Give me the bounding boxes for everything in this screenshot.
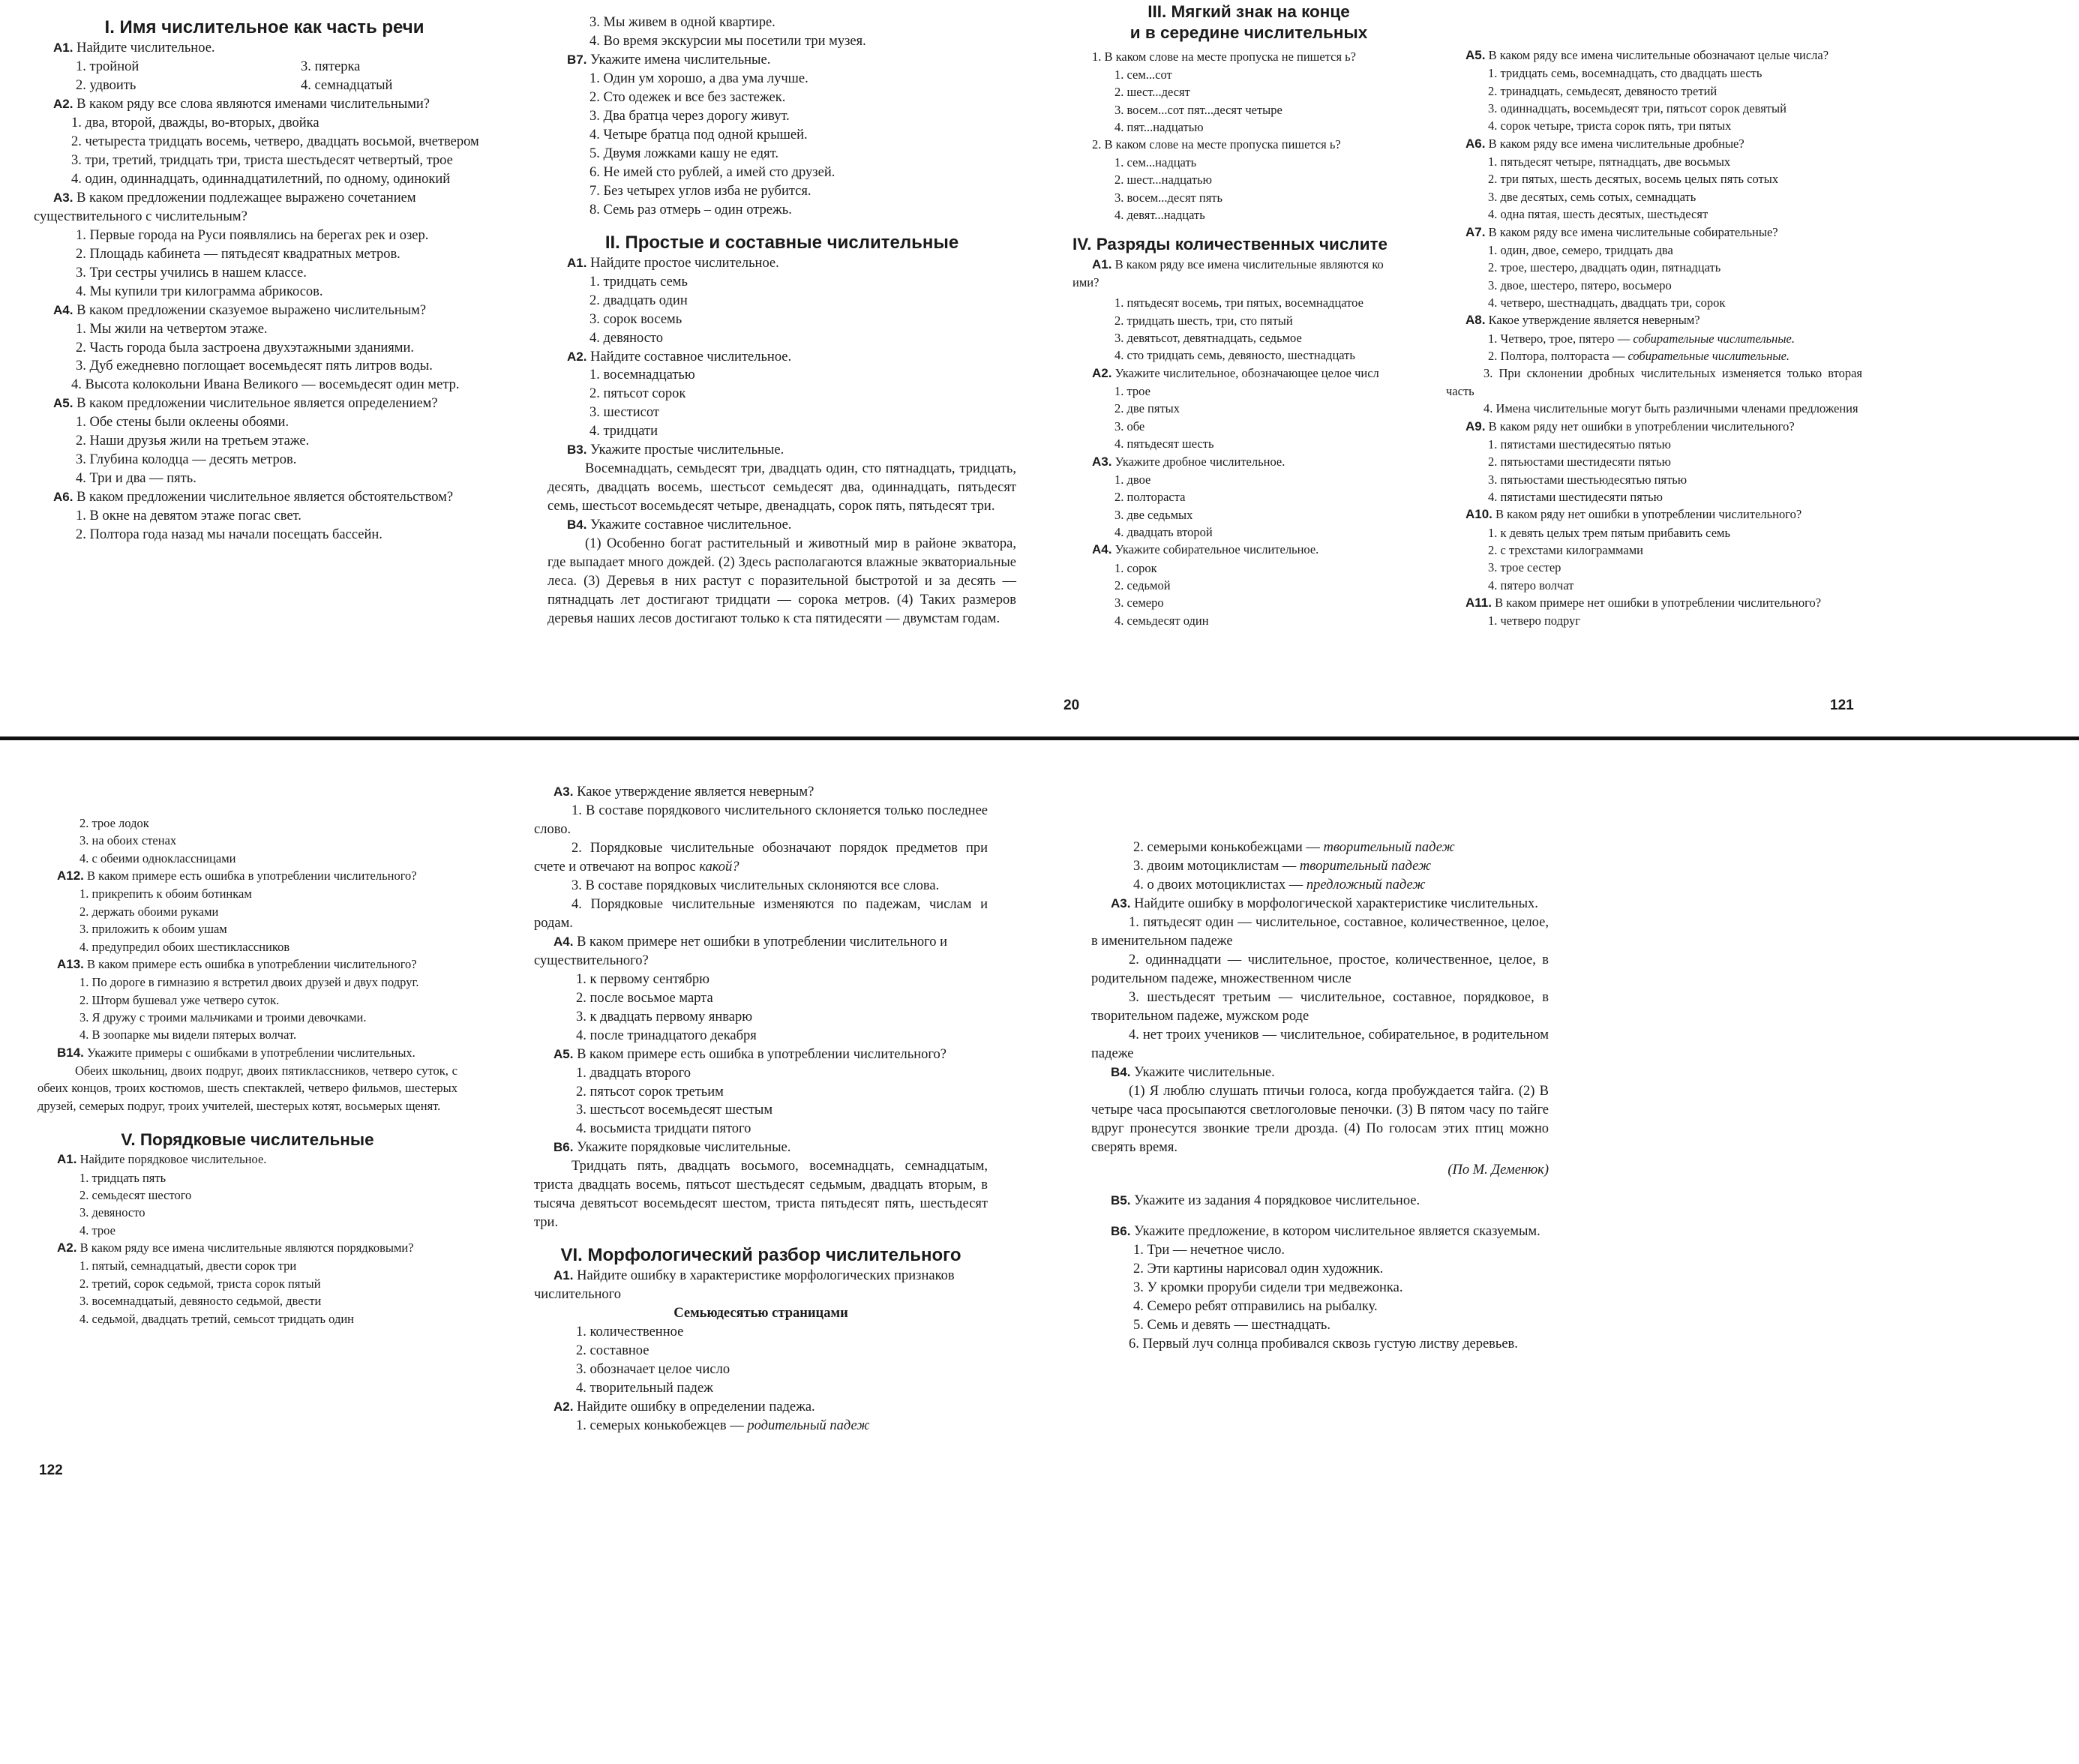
author-credit: (По М. Деменюк) — [1448, 1162, 1549, 1178]
question-b5: В5. Укажите из задания 4 порядковое числительное. — [1111, 1193, 1420, 1209]
question-continuation: ими? — [1072, 274, 1100, 290]
option: 1. сем...сот — [1114, 67, 1172, 82]
option: 2. держать обоими руками — [80, 904, 219, 919]
option: 1. пятистами шестидесятью пятью — [1488, 436, 1671, 452]
option: 6. Не имей сто рублей, а имей сто друзей. — [590, 164, 836, 180]
option: 2. пятьюстами шестидесяти пятью — [1488, 454, 1671, 470]
option: 3. Мы живем в одной квартире. — [590, 15, 776, 30]
option: 4. один, одиннадцать, одиннадцатилетний, по одному, одинокий — [71, 171, 451, 187]
question-1: 1. В каком слове на месте пропуска не пишется ь? — [1092, 50, 1357, 64]
question-a4: А4. Укажите собирательное числительное. — [1092, 542, 1319, 557]
option: 8. Семь раз отмерь – один отрежь. — [590, 202, 792, 218]
option: 3. шестьсот восемьдесят шестым — [576, 1102, 773, 1118]
option: 4. Четыре братца под одной крышей. — [590, 127, 808, 142]
option: 4. сорок четыре, триста сорок пять, три пятых — [1488, 118, 1732, 134]
option: 2. Часть города была застроена двухэтажными зданиями. — [76, 340, 415, 356]
question-a1: А1. В каком ряду все имена числительные являются ко — [1092, 256, 1384, 272]
question-a13: А13. В каком примере есть ошибка в употреблении числительного? — [57, 957, 417, 972]
option: 4. тридцати — [590, 424, 658, 440]
page-number: 121 — [1830, 698, 1854, 713]
option: 3. Глубина колодца — десять метров. — [76, 452, 297, 468]
question-2: 2. В каком слове на месте пропуска пишется ь? — [1092, 137, 1341, 152]
option: 3. обозначает целое число — [576, 1362, 730, 1378]
option: 2. удвоить — [76, 77, 136, 93]
option: 3. приложить к обоим ушам — [80, 922, 227, 937]
question-a1: А1. Найдите ошибку в характеристике морфологических признаков числительного — [534, 1268, 955, 1303]
option: 2. шест...десят — [1114, 85, 1190, 100]
question-a3: А3. Укажите дробное числительное. — [1092, 454, 1286, 469]
column-top-2 — [548, 14, 1016, 628]
option: 2. составное — [576, 1343, 650, 1359]
option: 2. семьдесят шестого — [80, 1187, 192, 1202]
option: 4. творительный падеж — [576, 1381, 713, 1396]
question-a8: А8. Какое утверждение является неверным? — [1466, 313, 1700, 328]
option: 2. Порядковые числительные обозначают порядок предметов при счете и отвечают на вопрос какой? — [534, 840, 988, 874]
question-a11: А11. В каком примере нет ошибки в употреблении числительного? — [1466, 596, 1822, 610]
exercise-text: Тридцать пять, двадцать восьмого, восемнадцать, семнадцатым, триста двадцать восемь, пятьсот шестьдесят седьмым, двадцать вторым, в тысяча девятьсот восемьдесят шестом, триста пятьдесят пять, шестьдесят три. — [534, 1159, 988, 1231]
option: 1. В окне на девятом этаже погас свет. — [76, 508, 302, 524]
option: 4. девят...надцать — [1114, 208, 1205, 223]
option: 4. сто тридцать семь, девяносто, шестнадцать — [1114, 348, 1355, 363]
option: 3. двое, шестеро, пятеро, восьмеро — [1488, 278, 1672, 292]
option: 4. Семеро ребят отправились на рыбалку. — [1133, 1299, 1378, 1315]
option: 5. Семь и девять — шестнадцать. — [1133, 1318, 1330, 1334]
option: 4. пятистами шестидесяти пятью — [1488, 490, 1663, 505]
option: 1. восемнадцатью — [590, 368, 695, 383]
question-a12: А12. В каком примере есть ошибка в употреблении числительного? — [57, 868, 417, 884]
option: 1. сорок — [1114, 560, 1157, 575]
option: 1. пятьдесят четыре, пятнадцать, две восьмых — [1488, 154, 1731, 169]
option: 1. количественное — [576, 1324, 684, 1340]
option: 3. пятерка — [301, 58, 361, 74]
option: 4. двадцать второй — [1114, 525, 1213, 540]
option: 2. Сто одежек и все без застежек. — [590, 89, 786, 105]
question-a5: А5. В каком предложении числительное является определением? — [53, 396, 438, 412]
question-a6: А6. В каком ряду все имена числительные дробные? — [1466, 136, 1744, 151]
question-a3: А3. В каком предложении подлежащее выражено сочетанием существительного с числительным? — [34, 190, 416, 224]
option: 2. четыреста тридцать восемь, четверо, двадцать восьмой, вчетвером — [71, 134, 479, 149]
option: 2. тридцать шесть, три, сто пятый — [1114, 313, 1293, 328]
option: 2. семерыми конькобежцами — творительный падеж — [1133, 840, 1455, 855]
question-a2: А2. В каком ряду все слова являются именами числительными? — [53, 96, 430, 112]
section-title: V. Порядковые числительные — [121, 1130, 374, 1150]
option: 4. девяносто — [590, 330, 664, 346]
option: 4. предупредил обоих шестиклассников — [80, 939, 290, 954]
option: 2. пятьсот сорок третьим — [576, 1084, 724, 1100]
question-b4: В4. Укажите составное числительное. — [567, 518, 792, 533]
option: 2. Шторм бушевал уже четверо суток. — [80, 992, 280, 1007]
option: 1. В составе порядкового числительного склоняется только последнее слово. — [534, 802, 988, 837]
question-a3: А3. Какое утверждение является неверным? — [554, 784, 814, 800]
option: 3. восемнадцатый, девяносто седьмой, двести — [80, 1294, 322, 1309]
option: 4. четверо, шестнадцать, двадцать три, сорок — [1488, 296, 1726, 310]
option: 1. семерых конькобежцев — родительный падеж — [576, 1418, 870, 1433]
question-a2: А2. Укажите числительное, обозначающее целое числ — [1092, 365, 1379, 380]
section-title: II. Простые и составные числительные — [604, 232, 959, 253]
option: 3. трое сестер — [1488, 560, 1562, 575]
option: 3. девятьсот, девятнадцать, седьмое — [1114, 330, 1302, 345]
option: 2. после восьмое марта — [576, 990, 713, 1006]
option: 3. двоим мотоциклистам — творительный падеж — [1133, 858, 1432, 874]
option: 1. Четверо, трое, пятеро — собирательные числительные. — [1488, 331, 1795, 346]
question-b3: В3. Укажите простые числительные. — [567, 442, 784, 458]
option: 5. Двумя ложками кашу не едят. — [590, 146, 779, 161]
question-a9: А9. В каком ряду нет ошибки в употреблении числительного? — [1466, 418, 1795, 434]
option: 3. сорок восемь — [590, 311, 682, 327]
option: 1. двадцать второго — [576, 1065, 692, 1081]
option: 2. Наши друзья жили на третьем этаже. — [76, 434, 310, 449]
question-b7: В7. Укажите имена числительные. — [567, 52, 771, 68]
option: 2. седьмой — [1114, 578, 1171, 592]
question-a1: А1. Найдите порядковое числительное. — [57, 1152, 267, 1167]
option: 4. пят...надцатью — [1114, 119, 1204, 134]
analysed-word: Семьюдесятью страницами — [674, 1306, 848, 1322]
question-a5: А5. В каком ряду все имена числительные обозначают целые числа? — [1466, 48, 1829, 62]
option: 3. к двадцать первому январю — [576, 1009, 753, 1024]
question-a1: А1. Найдите простое числительное. — [567, 255, 779, 271]
section-title: VI. Морфологический разбор числительного — [560, 1245, 962, 1266]
exercise-text: (1) Особенно богат растительный и животный мир в районе экватора, где выпадает много дождей. (2) Здесь располагаются влажные экваториальные леса. (3) Деревья в них растут с поразительной быстротой и за десять — пятнадцать лет достигают тридцати — сорока метров. (4) Таких размеров деревья наших лесов достигают только к ста пятидесяти — двумстам годам. — [548, 536, 1016, 627]
question-b6: В6. Укажите предложение, в котором числительное является сказуемым. — [1111, 1224, 1540, 1240]
option: 1. к девять целых трем пятым прибавить семь — [1488, 525, 1730, 540]
option: 1. Первые города на Руси появлялись на берегах рек и озер. — [76, 227, 429, 243]
option: 1. тридцать семь — [590, 274, 688, 290]
page-number: 20 — [1064, 698, 1080, 713]
question-a5: А5. В каком примере есть ошибка в употреблении числительного? — [554, 1046, 946, 1062]
option: 1. тридцать пять — [80, 1170, 166, 1185]
options-grid — [34, 58, 495, 95]
option: 2. три пятых, шесть десятых, восемь целых пять сотых — [1488, 172, 1779, 187]
option: 3. шестисот — [590, 405, 659, 421]
option: 4. пятьдесят шесть — [1114, 436, 1214, 452]
option: 3. девяносто — [80, 1205, 146, 1220]
column-top-3 — [1072, 2, 1425, 629]
column-bottom-3 — [1091, 838, 1549, 1354]
option: 2. две пятых — [1114, 401, 1180, 416]
question-a7: А7. В каком ряду все имена числительные собирательные? — [1466, 224, 1778, 239]
option: 2. Полтора года назад мы начали посещать бассейн. — [76, 527, 382, 543]
option: 3. шестьдесят третьим — числительное, составное, порядковое, в творительном падеже, мужском роде — [1091, 989, 1549, 1024]
option: 1. двое — [1114, 472, 1151, 487]
option: 3. пятьюстами шестьюдесятью пятью — [1488, 472, 1688, 487]
section-title: I. Имя числительное как часть речи — [104, 17, 424, 38]
option: 1. Один ум хорошо, а два ума лучше. — [590, 70, 808, 86]
option: 1. тридцать семь, восемнадцать, сто двадцать шесть — [1488, 66, 1762, 81]
column-top-4 — [1446, 46, 1862, 630]
column-bottom-1 — [38, 814, 458, 1328]
page-number: 122 — [39, 1462, 63, 1478]
question-b4: В4. Укажите числительные. — [1111, 1064, 1275, 1080]
option: 4. трое — [80, 1222, 116, 1238]
option: 1. один, двое, семеро, тридцать два — [1488, 242, 1673, 257]
section-title: III. Мягкий знак на конце и в середине числительных — [1130, 2, 1368, 43]
option: 1. прикрепить к обоим ботинкам — [80, 886, 252, 902]
option: 4. после тринадцатого декабря — [576, 1028, 757, 1043]
option: 1. По дороге в гимназию я встретил двоих друзей и двух подруг. — [80, 975, 419, 990]
option: 4. Высота колокольни Ивана Великого — восемьдесят один метр. — [71, 377, 460, 393]
question-a2: А2. Найдите ошибку в определении падежа. — [554, 1400, 815, 1415]
question-a3: А3. Найдите ошибку в морфологической характеристике числительных. — [1111, 896, 1538, 911]
option: 3. Три сестры учились в нашем классе. — [76, 265, 307, 280]
option: 4. семьдесят один — [1114, 613, 1209, 628]
exercise-text: Восемнадцать, семьдесят три, двадцать один, сто пятнадцать, тридцать, десять, двадцать восемь, шестьсот семьдесят два, одиннадцать, пятьдесят семь, шестьсот восемьдесят четыре, двенадцать, сорок пять, пятьдесят три. — [548, 461, 1016, 514]
option: 1. пятьдесят один — числительное, составное, количественное, целое, в именительном падеже — [1091, 914, 1549, 949]
option: 2. Эти картины нарисовал один художник. — [1133, 1262, 1384, 1277]
option: 2. полтораста — [1114, 490, 1186, 505]
option: 3. У кромки проруби сидели три медвежонка. — [1133, 1280, 1403, 1296]
option: 2. трое, шестеро, двадцать один, пятнадцать — [1488, 260, 1721, 275]
exercise-text: Обеих школьниц, двоих подруг, двоих пятиклассников, четверо суток, с обеих концов, троих костюмов, шесть спектаклей, четверо фильмов, шестерых друзей, семерых подруг, троих учителей, шестерых котят, восьмерых щенят. — [38, 1064, 458, 1113]
option: 4. Три и два — пять. — [76, 471, 196, 487]
option: 3. Два братца через дорогу живут. — [590, 108, 790, 124]
section-title: IV. Разряды количественных числите — [1072, 235, 1388, 254]
option: 3. две десятых, семь сотых, семнадцать — [1488, 189, 1696, 204]
option: 1. два, второй, дважды, во-вторых, двойка — [71, 115, 320, 130]
option: 3. две седьмых — [1114, 507, 1193, 522]
option: 7. Без четырех углов изба не рубится. — [590, 183, 812, 199]
question-a2: А2. Найдите составное числительное. — [567, 349, 792, 364]
option: 4. пятеро волчат — [1488, 578, 1574, 592]
option: 3. восем...десят пять — [1114, 190, 1223, 205]
question-a2: А2. В каком ряду все имена числительные являются порядковыми? — [57, 1240, 414, 1256]
question-a6: А6. В каком предложении числительное является обстоятельством? — [53, 490, 454, 506]
question-b6: В6. Укажите порядковые числительные. — [554, 1140, 791, 1156]
option: 3. одиннадцать, восемьдесят три, пятьсот сорок девятый — [1488, 100, 1786, 116]
option: 3. обе — [1114, 418, 1145, 434]
option: 2. одиннадцати — числительное, простое, количественное, целое, в родительном падеже, множественном числе — [1091, 952, 1549, 986]
column-bottom-2 — [534, 783, 988, 1436]
option: 4. Мы купили три килограмма абрикосов. — [76, 284, 323, 299]
option: 2. тринадцать, семьдесят, девяносто третий — [1488, 83, 1718, 98]
page-divider — [0, 736, 2079, 740]
option: 2. с трехстами килограммами — [1488, 543, 1643, 558]
option: 3. При склонении дробных числительных изменяется только вторая часть — [1446, 366, 1862, 398]
option: 3. В составе порядковых числительных склоняются все слова. — [572, 878, 940, 893]
option: 1. Мы жили на четвертом этаже. — [76, 321, 268, 337]
option: 4. Имена числительные могут быть различными членами предложения — [1484, 401, 1858, 416]
option: 1. Обе стены были оклеены обоями. — [76, 415, 290, 430]
option: 3. восем...сот пят...десят четыре — [1114, 102, 1282, 117]
option: 3. Я дружу с троими мальчиками и троими девочками. — [80, 1010, 367, 1025]
option: 4. седьмой, двадцать третий, семьсот тридцать один — [80, 1311, 355, 1326]
column-top-1 — [34, 16, 495, 544]
option: 4. Порядковые числительные изменяются по падежам, числам и родам. — [534, 896, 988, 931]
option: 2. пятьсот сорок — [590, 386, 686, 402]
option: 2. Полтора, полтораста — собирательные числительные. — [1488, 348, 1790, 363]
question-a4: А4. В каком примере нет ошибки в употреблении числительного и существительного? — [534, 934, 948, 968]
option: 2. третий, сорок седьмой, триста сорок пятый — [80, 1276, 321, 1291]
question-a4: А4. В каком предложении сказуемое выражено числительным? — [53, 302, 427, 318]
option: 4. восьмиста тридцати пятого — [576, 1121, 752, 1137]
option: 2. шест...надцатью — [1114, 172, 1212, 188]
option: 4. семнадцатый — [301, 77, 393, 93]
option: 4. нет троих учеников — числительное, собирательное, в родительном падеже — [1091, 1027, 1549, 1061]
option: 4. В зоопарке мы видели пятерых волчат. — [80, 1028, 297, 1042]
option: 1. пятый, семнадцатый, двести сорок три — [80, 1258, 297, 1274]
question-a10: А10. В каком ряду нет ошибки в употреблении числительного? — [1466, 507, 1802, 522]
option: 1. четверо подруг — [1488, 614, 1581, 628]
question-a1: А1. Найдите числительное. — [53, 40, 215, 56]
option: 3. Дуб ежедневно поглощает восемьдесят пять литров воды. — [76, 358, 433, 374]
exercise-text: (1) Я люблю слушать птичьи голоса, когда пробуждается тайга. (2) В четыре часа просыпаются светлоголовые пеночки. (3) В пятом часу по тайге вдруг пронесутся звонкие трели дрозда. (4) По голосам этих птиц можно сверять время. — [1091, 1083, 1549, 1155]
option: 3. семеро — [1114, 596, 1164, 610]
option: 1. тройной — [76, 58, 140, 74]
option: 2. Площадь кабинета — пятьдесят квадратных метров. — [76, 246, 400, 262]
option: 1. к первому сентябрю — [576, 971, 710, 987]
option: 1. трое — [1114, 383, 1150, 398]
option: 4. о двоих мотоциклистах — предложный падеж — [1133, 877, 1426, 892]
option: 3. три, третий, тридцать три, триста шестьдесят четвертый, трое — [71, 152, 453, 168]
option: 2. двадцать один — [590, 292, 688, 308]
option: 6. Первый луч солнца пробивался сквозь густую листву деревьев. — [1129, 1336, 1518, 1352]
option: 1. сем...надцать — [1114, 154, 1197, 170]
question-b14: В14. Укажите примеры с ошибками в употреблении числительных. — [57, 1045, 416, 1060]
option: 1. Три — нечетное число. — [1133, 1243, 1285, 1258]
option: 4. одна пятая, шесть десятых, шестьдесят — [1488, 207, 1708, 222]
option: 1. пятьдесят восемь, три пятых, восемнадцатое — [1114, 296, 1364, 310]
option: 4. с обеими одноклассницами — [80, 850, 236, 866]
option: 3. на обоих стенах — [80, 833, 177, 848]
option: 2. трое лодок — [80, 816, 149, 830]
option: 4. Во время экскурсии мы посетили три музея. — [590, 33, 866, 49]
